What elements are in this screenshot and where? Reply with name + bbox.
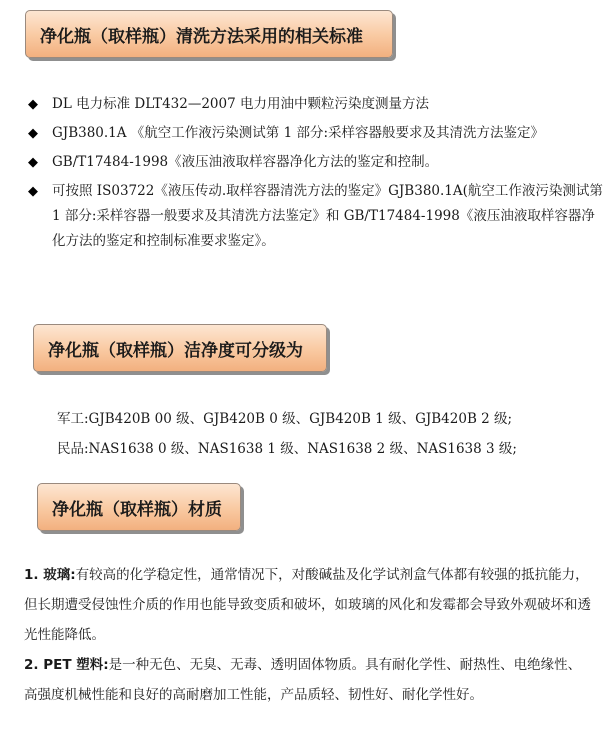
standard-text: GB/T17484-1998《液压油液取样容器净化方法的鉴定和控制。 bbox=[52, 154, 439, 170]
standard-text: GJB380.1A 《航空工作液污染测试第 1 部分:采样容器般要求及其清洗方法鉴定》 bbox=[52, 125, 545, 141]
standard-item-gjb380 bbox=[28, 121, 603, 146]
material-pet bbox=[24, 650, 594, 710]
standard-text: 可按照 IS03722《液压传动.取样容器清洗方法的鉴定》GJB380.1A(航空工作液污染测试第 1 部分:采样容器一般要求及其清洗方法鉴定》和 GB/T17484-1998《液压油液取样容器净化方法的鉴定和控制标准要求鉴定》。 bbox=[52, 183, 603, 249]
material-glass bbox=[24, 560, 594, 650]
standard-item-gbt17484 bbox=[28, 150, 603, 175]
grade-lines bbox=[57, 404, 517, 464]
diamond-bullet-icon: ◆ bbox=[28, 97, 38, 112]
diamond-bullet-icon: ◆ bbox=[28, 155, 38, 170]
standards-section-title: 净化瓶（取样瓶）清洗方法采用的相关标准 bbox=[40, 26, 363, 47]
standard-text: DL 电力标准 DLT432—2007 电力用油中颗粒污染度测量方法 bbox=[52, 96, 429, 112]
material-section-title: 净化瓶（取样瓶）材质 bbox=[52, 499, 222, 520]
standard-item-iso3722 bbox=[28, 179, 603, 254]
material-glass-heading: 1. 玻璃: bbox=[24, 567, 76, 583]
grades-section-banner bbox=[33, 324, 327, 372]
civil-grade-line: 民品:NAS1638 0 级、NAS1638 1 级、NAS1638 2 级、NAS1638 3 级; bbox=[57, 441, 517, 457]
military-grade-line: 军工:GJB420B 00 级、GJB420B 0 级、GJB420B 1 级、GJB420B 2 级; bbox=[57, 411, 513, 427]
material-paragraphs bbox=[24, 560, 594, 710]
grades-section-title: 净化瓶（取样瓶）洁净度可分级为 bbox=[48, 340, 303, 361]
standards-section-banner bbox=[25, 10, 393, 58]
diamond-bullet-icon: ◆ bbox=[28, 126, 38, 141]
standards-list bbox=[28, 92, 603, 258]
diamond-bullet-icon: ◆ bbox=[28, 184, 38, 199]
material-section-banner bbox=[37, 483, 241, 531]
standard-item-dl bbox=[28, 92, 603, 117]
material-pet-text: 是一种无色、无臭、无毒、透明固体物质。具有耐化学性、耐热性、电绝缘性、高强度机械性能和良好的高耐磨加工性能，产品质轻、韧性好、耐化学性好。 bbox=[24, 657, 582, 703]
material-pet-heading: 2. PET 塑料: bbox=[24, 657, 109, 673]
material-glass-text: 有较高的化学稳定性，通常情况下，对酸碱盐及化学试剂盒气体都有较强的抵抗能力，但长期遭受侵蚀性介质的作用也能导致变质和破坏，如玻璃的风化和发霉都会导致外观破坏和透光性能降低。 bbox=[24, 567, 591, 643]
